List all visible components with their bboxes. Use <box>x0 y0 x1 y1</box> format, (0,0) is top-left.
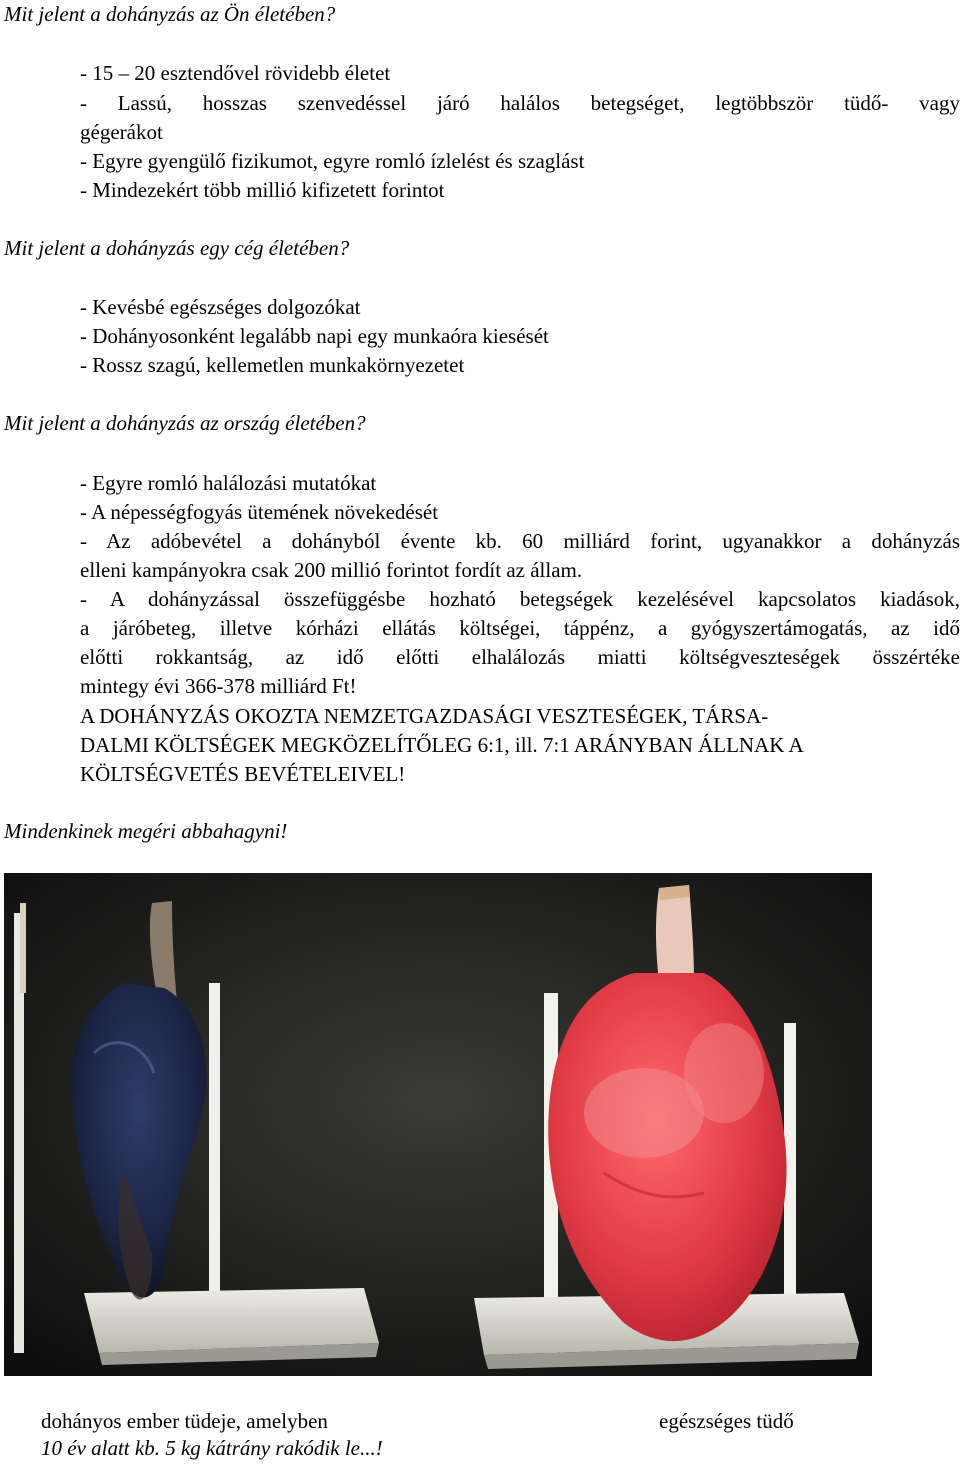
lungs-photo <box>4 873 872 1376</box>
section3-item: elleni kampányokra csak 200 millió forintot fordít az állam. <box>80 558 583 582</box>
caption-healthy-lung: egészséges tüdő <box>659 1409 794 1433</box>
section3-caps-line: DALMI KÖLTSÉGEK MEGKÖZELÍTŐLEG 6:1, ill. 7:1 ARÁNYBAN ÁLLNAK A <box>80 733 804 757</box>
section2-heading: Mit jelent a dohányzás egy cég életében? <box>4 236 350 260</box>
caption-tar-note: 10 év alatt kb. 5 kg kátrány rakódik le...! <box>41 1436 383 1460</box>
section3-item: - Egyre romló halálozási mutatókat <box>80 471 377 495</box>
section3-heading: Mit jelent a dohányzás az ország életében? <box>4 411 366 435</box>
caption-smoker-lung: dohányos ember tüdeje, amelyben <box>41 1409 328 1433</box>
section2-item: - Rossz szagú, kellemetlen munkakörnyezetet <box>80 353 465 377</box>
section3-item: - Az adóbevétel a dohányból évente kb. 60 milliárd forint, ugyanakkor a dohányzás <box>80 529 960 553</box>
section1-heading: Mit jelent a dohányzás az Ön életében? <box>4 2 336 26</box>
section1-item: - Mindezekért több millió kifizetett forintot <box>80 178 445 202</box>
section3-item: - A népességfogyás ütemének növekedését <box>80 500 439 524</box>
section3-item: a járóbeteg, illetve kórházi ellátás költségei, táppénz, a gyógyszertámogatás, az idő <box>80 616 960 640</box>
section3-caps-line: KÖLTSÉGVETÉS BEVÉTELEIVEL! <box>80 762 406 786</box>
section2-item: - Dohányosonként legalább napi egy munkaóra kiesését <box>80 324 549 348</box>
section3-caps-line: A DOHÁNYZÁS OKOZTA NEMZETGAZDASÁGI VESZTESÉGEK, TÁRSA- <box>80 704 769 728</box>
section1-item: - Egyre gyengülő fizikumot, egyre romló ízlelést és szaglást <box>80 149 585 173</box>
section3-item: előtti rokkantság, az idő előtti elhalálozás miatti költségveszteségek összértéke <box>80 645 960 669</box>
section3-item: - A dohányzással összefüggésbe hozható betegségek kezelésével kapcsolatos kiadások, <box>80 587 960 611</box>
section3-item: mintegy évi 366-378 milliárd Ft! <box>80 674 357 698</box>
section1-item: - Lassú, hosszas szenvedéssel járó halálos betegséget, legtöbbször tüdő- vagy <box>80 91 960 115</box>
closing-line: Mindenkinek megéri abbahagyni! <box>4 819 288 843</box>
section1-item: gégerákot <box>80 120 163 144</box>
section2-item: - Kevésbé egészséges dolgozókat <box>80 295 361 319</box>
section1-item: - 15 – 20 esztendővel rövidebb életet <box>80 61 391 85</box>
